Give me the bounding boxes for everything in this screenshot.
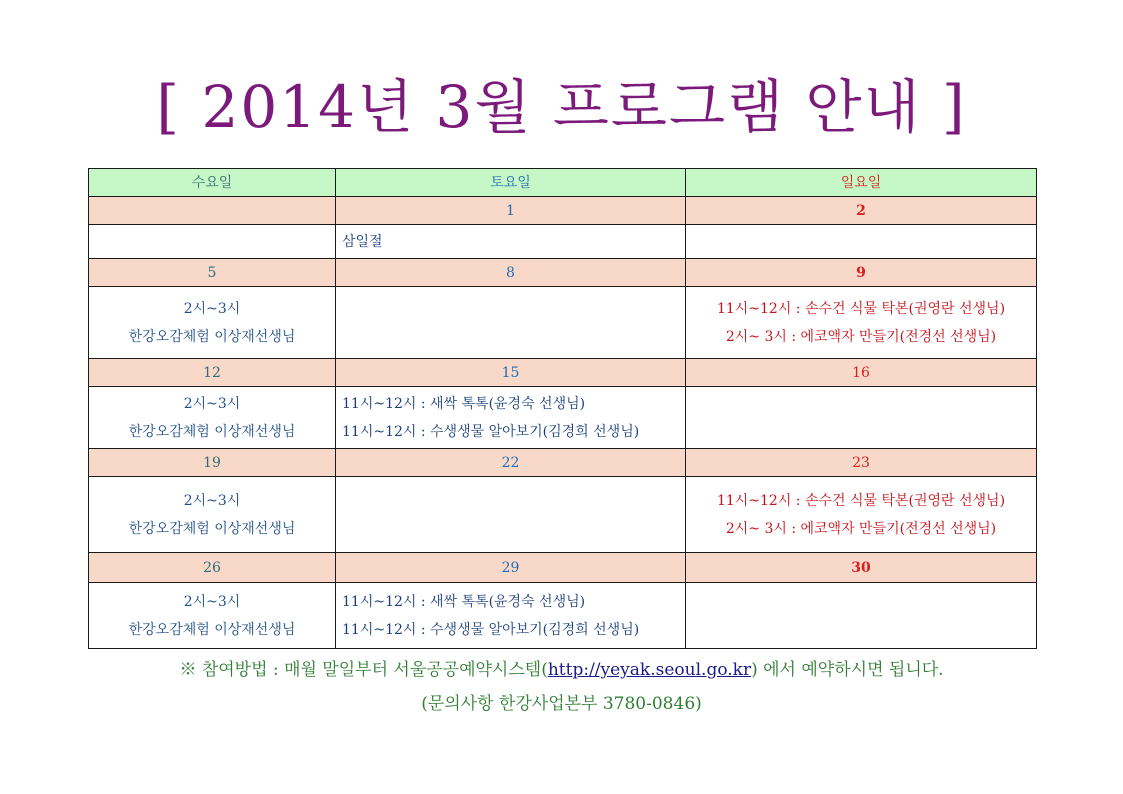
- footer-contact: (문의사항 한강사업본부 3780-0846): [421, 694, 702, 714]
- program-line: 11시~12시 : 새싹 톡톡(윤경숙 선생님): [342, 593, 586, 610]
- program-line: 2시~3시: [183, 593, 241, 610]
- program-line: 2시~3시: [183, 300, 241, 317]
- date-cell: [89, 197, 336, 225]
- footer-instructions: [0, 656, 1123, 684]
- date-cell: 22: [336, 449, 686, 477]
- footer-suffix: ) 에서 예약하시면 됩니다.: [751, 660, 944, 680]
- program-schedule-table: [88, 168, 1037, 649]
- date-row: [89, 553, 1037, 583]
- page-title: [ 2014년 3월 프로그램 안내 ]: [156, 73, 967, 141]
- program-cell-sat: [336, 225, 686, 259]
- program-line: 11시~12시 : 손수건 식물 탁본(권영란 선생님): [716, 492, 1006, 509]
- program-cell-sat: [336, 477, 686, 553]
- reservation-link[interactable]: http://yeyak.seoul.go.kr: [547, 660, 752, 680]
- header-row: [89, 169, 1037, 197]
- program-line: 한강오감체험 이상재선생님: [128, 423, 296, 440]
- date-cell: 5: [89, 259, 336, 287]
- date-cell: 23: [686, 449, 1037, 477]
- program-cell-sat: [336, 287, 686, 359]
- program-row: [89, 287, 1037, 359]
- program-cell-wed: [89, 287, 336, 359]
- date-cell: 9: [686, 259, 1037, 287]
- date-cell: 16: [686, 359, 1037, 387]
- date-cell: 19: [89, 449, 336, 477]
- date-cell: 26: [89, 553, 336, 583]
- program-line: 11시~12시 : 수생생물 알아보기(김경희 선생님): [342, 621, 640, 638]
- header-sunday: 일요일: [686, 169, 1037, 197]
- program-line: 11시~12시 : 수생생물 알아보기(김경희 선생님): [342, 423, 640, 440]
- program-line: 2시~3시: [183, 395, 241, 412]
- program-line: 2시~3시: [183, 492, 241, 509]
- program-cell-sun: [686, 387, 1037, 449]
- date-row: [89, 359, 1037, 387]
- date-cell: 30: [686, 553, 1037, 583]
- program-row: [89, 225, 1037, 259]
- date-cell: 29: [336, 553, 686, 583]
- program-cell-sat: [336, 387, 686, 449]
- date-row: [89, 449, 1037, 477]
- program-cell-wed: [89, 225, 336, 259]
- program-cell-sun: [686, 287, 1037, 359]
- program-line: 한강오감체험 이상재선생님: [128, 621, 296, 638]
- program-line: 2시~ 3시 : 에코액자 만들기(전경선 선생님): [725, 328, 997, 345]
- program-row: [89, 583, 1037, 649]
- program-cell-wed: [89, 387, 336, 449]
- program-cell-sun: [686, 583, 1037, 649]
- footer-prefix: ※ 참여방법 : 매월 말일부터 서울공공예약시스템(: [179, 660, 548, 680]
- header-saturday: 토요일: [336, 169, 686, 197]
- date-cell: 2: [686, 197, 1037, 225]
- program-cell-sat: [336, 583, 686, 649]
- program-line: 삼일절: [342, 233, 383, 250]
- program-cell-wed: [89, 583, 336, 649]
- program-cell-wed: [89, 477, 336, 553]
- date-cell: 1: [336, 197, 686, 225]
- program-row: [89, 477, 1037, 553]
- date-cell: 8: [336, 259, 686, 287]
- header-wednesday: 수요일: [89, 169, 336, 197]
- date-row: [89, 259, 1037, 287]
- program-line: 한강오감체험 이상재선생님: [128, 520, 296, 537]
- program-line: 2시~ 3시 : 에코액자 만들기(전경선 선생님): [725, 520, 997, 537]
- program-line: 11시~12시 : 손수건 식물 탁본(권영란 선생님): [716, 300, 1006, 317]
- program-cell-sun: [686, 477, 1037, 553]
- program-line: 11시~12시 : 새싹 톡톡(윤경숙 선생님): [342, 395, 586, 412]
- program-row: [89, 387, 1037, 449]
- date-cell: 15: [336, 359, 686, 387]
- date-cell: 12: [89, 359, 336, 387]
- date-row: [89, 197, 1037, 225]
- program-cell-sun: [686, 225, 1037, 259]
- program-line: 한강오감체험 이상재선생님: [128, 328, 296, 345]
